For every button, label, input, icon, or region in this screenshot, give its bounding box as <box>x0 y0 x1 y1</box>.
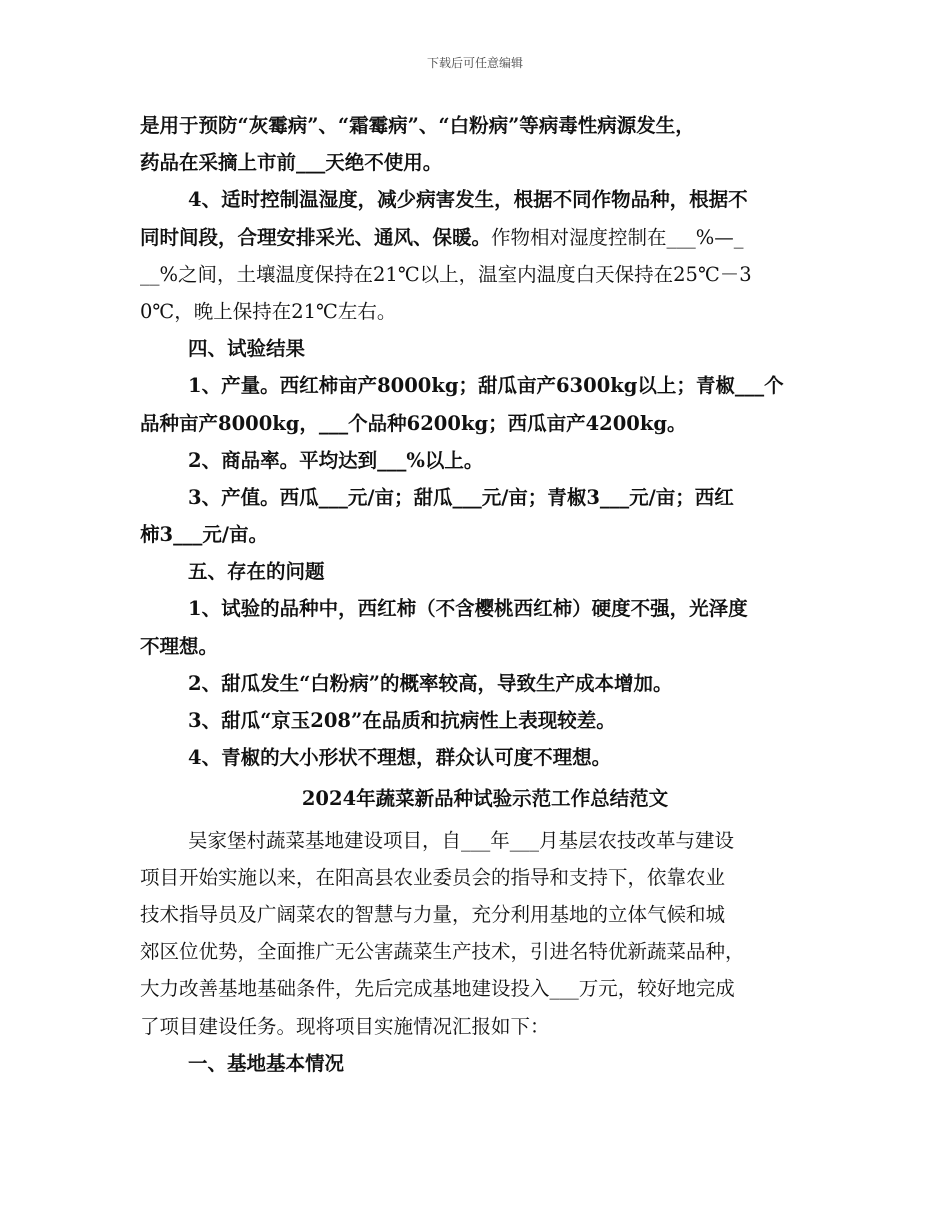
text-line <box>140 859 830 896</box>
text-line <box>140 739 830 776</box>
text-line <box>140 1045 830 1082</box>
line-text: 2、甜瓜发生“白粉病”的概率较高，导致生产成本增加。 <box>188 671 673 695</box>
line-text: 四、试验结果 <box>188 337 306 361</box>
line-text: __%之间，土壤温度保持在21℃以上，温室内温度白天保持在25℃－3 <box>140 262 752 286</box>
line-text: 3、甜瓜“京玉208”在品质和抗病性上表现较差。 <box>188 709 616 732</box>
text-line <box>140 144 830 181</box>
text-line <box>140 330 830 367</box>
line-text: 技术指导员及广阔菜农的智慧与力量，充分利用基地的立体气候和城 <box>140 902 726 926</box>
line-text: 不理想。 <box>140 634 219 658</box>
line-text: 同时间段，合理安排采光、通风、保暖。 <box>140 225 492 249</box>
line-text: 五、存在的问题 <box>188 560 325 584</box>
line-text: 1、试验的品种中，西红柿（不含樱桃西红柿）硬度不强，光泽度 <box>188 597 748 621</box>
line-text: 4、适时控制温湿度，减少病害发生，根据不同作物品种，根据不 <box>188 188 748 212</box>
text-line <box>140 516 830 553</box>
text-line <box>140 442 830 479</box>
text-line <box>140 293 830 330</box>
document-title <box>140 780 830 817</box>
line-text: 是用于预防“灰霉病”、“霜霉病”、“白粉病”等病毒性病源发生， <box>140 114 695 137</box>
text-line <box>140 405 830 442</box>
text-line <box>140 1008 830 1045</box>
line-text-tail: 作物相对湿度控制在___%—_ <box>491 225 744 249</box>
line-text: 大力改善基地基础条件，先后完成基地建设投入___万元，较好地完成 <box>140 977 735 1001</box>
line-text: 吴家堡村蔬菜基地建设项目，自___年___月基层农技改革与建设 <box>188 828 735 852</box>
line-text: 品种亩产8000kg，___个品种6200kg；西瓜亩产4200kg。 <box>140 411 687 435</box>
text-line <box>140 553 830 590</box>
line-text: 1、产量。西红柿亩产8000kg；甜瓜亩产6300kg以上；青椒___个 <box>188 374 784 398</box>
text-line <box>140 970 830 1007</box>
line-text: 0℃，晚上保持在21℃左右。 <box>140 299 397 323</box>
page-header: 下载后可任意编辑 <box>426 56 523 70</box>
text-line <box>140 590 830 627</box>
text-line <box>140 181 830 218</box>
text-line <box>140 702 830 739</box>
document-body <box>140 107 830 1082</box>
text-line <box>140 219 830 256</box>
text-line <box>140 107 830 144</box>
text-line <box>140 628 830 665</box>
line-text: 一、基地基本情况 <box>188 1051 345 1075</box>
line-text: 柿3___元/亩。 <box>140 523 268 547</box>
text-line <box>140 256 830 293</box>
line-text: 项目开始实施以来，在阳高县农业委员会的指导和支持下，依靠农业 <box>140 865 726 889</box>
line-text: 2024年蔬菜新品种试验示范工作总结范文 <box>301 787 669 811</box>
line-text: 4、青椒的大小形状不理想，群众认可度不理想。 <box>188 746 612 770</box>
text-line <box>140 665 830 702</box>
text-line <box>140 896 830 933</box>
line-text: 2、商品率。平均达到___%以上。 <box>188 448 484 472</box>
text-line <box>140 933 830 970</box>
line-text: 3、产值。西瓜___元/亩；甜瓜___元/亩；青椒3___元/亩；西红 <box>188 485 734 509</box>
text-line <box>140 479 830 516</box>
line-text: 了项目建设任务。现将项目实施情况汇报如下： <box>140 1014 550 1038</box>
text-line <box>140 367 830 404</box>
line-text: 药品在采摘上市前___天绝不使用。 <box>140 151 443 175</box>
line-text: 郊区位优势，全面推广无公害蔬菜生产技术，引进名特优新蔬菜品种， <box>140 940 745 964</box>
text-line <box>140 822 830 859</box>
